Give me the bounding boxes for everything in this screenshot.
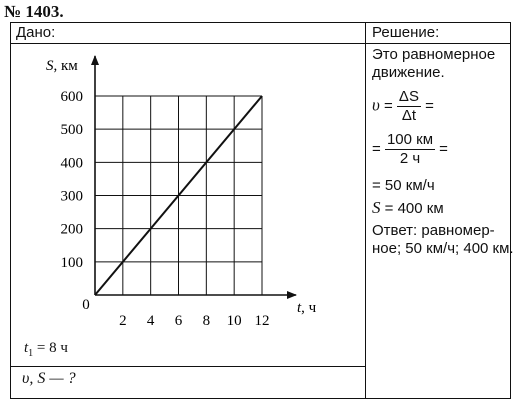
distance-value: = 400 км xyxy=(380,200,444,217)
fraction-dt: Δt xyxy=(401,107,417,124)
answer-line-1: Ответ: равномер- xyxy=(372,222,495,239)
fraction-ds-dt xyxy=(397,88,421,125)
y-tick-label: 500 xyxy=(60,122,83,139)
y-axis-label xyxy=(46,58,78,74)
fraction-100km: 100 км xyxy=(386,131,434,148)
equals-sign-3: = xyxy=(372,140,385,158)
fraction-ds: ΔS xyxy=(398,88,419,105)
given-t1 xyxy=(24,340,68,359)
problem-number: № 1403. xyxy=(4,2,64,21)
y-tick-label: 300 xyxy=(60,188,83,205)
x-tick-label: 6 xyxy=(174,313,183,329)
given-title: Дано: xyxy=(16,24,56,41)
fraction-values xyxy=(385,131,435,168)
y-axis-label-var: S xyxy=(46,58,54,74)
x-axis-label xyxy=(297,300,317,316)
answer-line-2: ное; 50 км/ч; 400 км. xyxy=(372,240,514,257)
x-axis-label-unit: , ч xyxy=(301,300,317,316)
given-t1-sub: 1 xyxy=(28,348,34,359)
find-text: υ, S — ? xyxy=(22,370,76,387)
solution-title: Решение: xyxy=(372,24,440,41)
find-divider xyxy=(10,366,366,367)
velocity-result: = 50 км/ч xyxy=(372,177,435,194)
x-tick-label: 2 xyxy=(119,313,127,329)
equals-sign-1: = xyxy=(379,97,397,115)
origin-label: 0 xyxy=(82,297,90,313)
y-tick-label: 100 xyxy=(60,254,83,271)
given-t1-value: = 8 ч xyxy=(33,340,68,356)
x-axis-label-var: t xyxy=(297,300,302,316)
fraction-2h: 2 ч xyxy=(399,150,421,167)
distance-var: S xyxy=(372,198,381,217)
formula-velocity xyxy=(372,88,434,125)
distance-result xyxy=(372,199,444,218)
y-tick-label: 400 xyxy=(60,155,83,172)
x-tick-label: 4 xyxy=(146,313,155,329)
given-t1-var: t xyxy=(24,340,29,356)
y-axis-label-unit: , км xyxy=(53,58,78,74)
x-tick-label: 8 xyxy=(202,313,211,329)
solution-line-2: движение. xyxy=(372,64,445,81)
equals-sign-2: = xyxy=(420,97,434,115)
y-tick-label: 600 xyxy=(60,89,83,105)
x-tick-label: 12 xyxy=(254,313,270,329)
velocity-var: υ xyxy=(372,95,380,115)
y-tick-label: 200 xyxy=(60,221,83,238)
formula-substitution xyxy=(372,131,448,168)
x-tick-label: 10 xyxy=(226,313,242,329)
equals-sign-4: = xyxy=(435,140,448,158)
solution-line-1: Это равномерное xyxy=(372,46,496,63)
